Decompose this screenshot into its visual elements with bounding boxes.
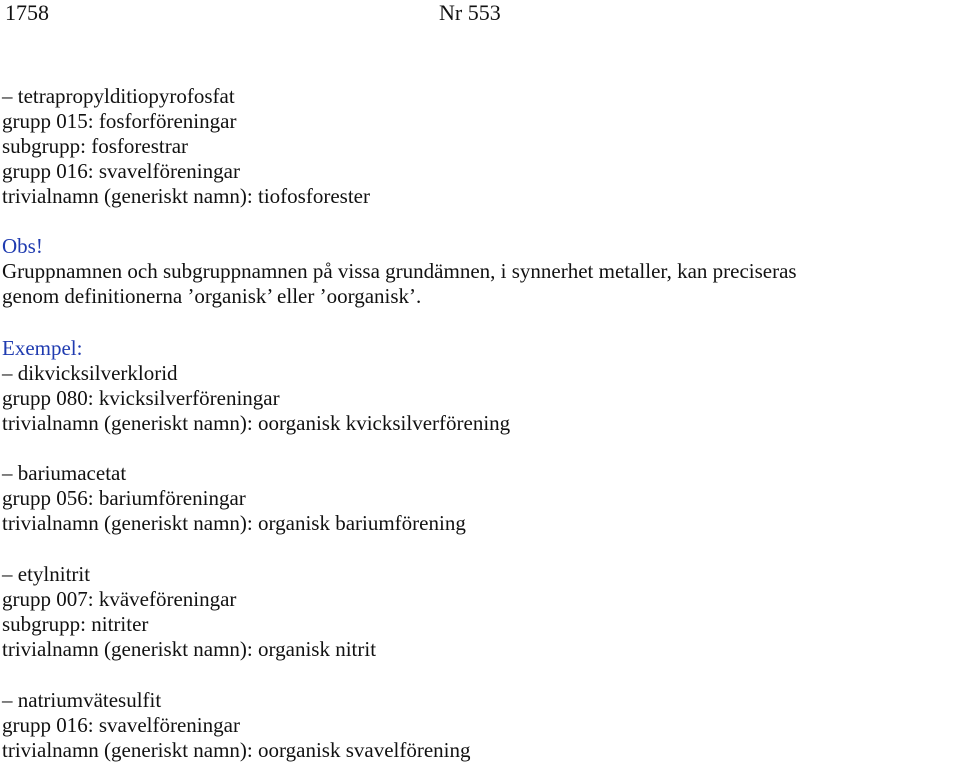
example-item: [2, 562, 957, 662]
example-line: – etylnitrit: [2, 562, 91, 586]
example-line: subgrupp: nitriter: [2, 612, 149, 636]
example-line: grupp 016: svavelföreningar: [2, 713, 240, 737]
obs-heading: Obs!: [2, 234, 43, 258]
document-number: Nr 553: [439, 0, 501, 25]
example-item: [2, 461, 957, 536]
example-line: grupp 007: kväveföreningar: [2, 587, 237, 611]
obs-line: genom definitionerna ’organisk’ eller ’oorganisk’.: [2, 284, 422, 308]
intro-line: grupp 015: fosforföreningar: [2, 109, 237, 133]
example-line: – bariumacetat: [2, 461, 127, 485]
intro-line: trivialnamn (generiskt namn): tiofosforester: [2, 184, 370, 208]
example-line: – natriumvätesulfit: [2, 688, 162, 712]
example-line: trivialnamn (generiskt namn): oorganisk svavelförening: [2, 738, 471, 762]
obs-block: [2, 234, 957, 309]
obs-line: Gruppnamnen och subgruppnamnen på vissa grundämnen, i synnerhet metaller, kan preciseras: [2, 259, 797, 283]
page-number: 1758: [5, 0, 49, 25]
example-line: grupp 080: kvicksilverföreningar: [2, 386, 280, 410]
example-item: [2, 688, 957, 763]
example-line: trivialnamn (generiskt namn): organisk bariumförening: [2, 511, 466, 535]
intro-line: subgrupp: fosforestrar: [2, 134, 189, 158]
page-header: [0, 0, 960, 25]
examples-block: [2, 336, 957, 436]
example-line: – dikvicksilverklorid: [2, 361, 178, 385]
intro-line: – tetrapropylditiopyrofosfat: [2, 84, 235, 108]
intro-line: grupp 016: svavelföreningar: [2, 159, 240, 183]
examples-heading: Exempel:: [2, 336, 83, 360]
example-line: grupp 056: bariumföreningar: [2, 486, 246, 510]
example-line: trivialnamn (generiskt namn): oorganisk kvicksilverförening: [2, 411, 511, 435]
intro-block: [2, 84, 957, 209]
example-line: trivialnamn (generiskt namn): organisk nitrit: [2, 637, 377, 661]
